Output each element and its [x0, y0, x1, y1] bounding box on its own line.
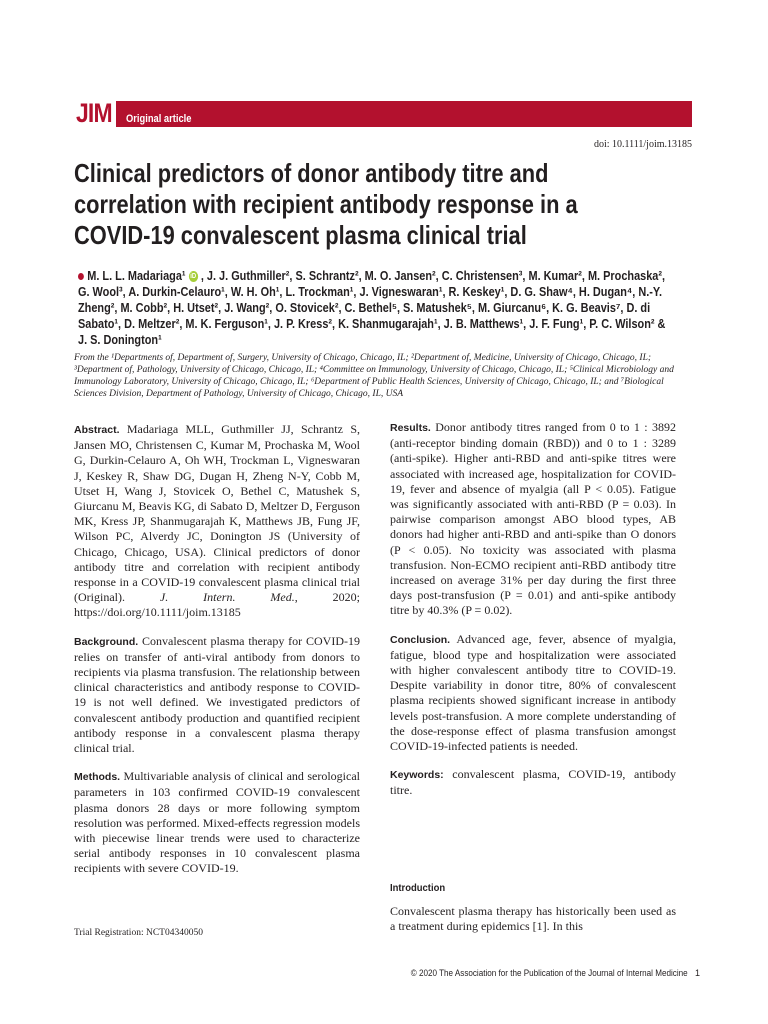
- results-paragraph: [390, 420, 676, 619]
- journal-logo: JIM: [76, 98, 112, 128]
- background-paragraph: [74, 634, 360, 757]
- results-head: Results.: [390, 422, 431, 434]
- keywords-text: convalescent plasma, COVID-19, antibody titre.: [390, 767, 676, 798]
- abstract-head: Abstract.: [74, 424, 120, 436]
- conclusion-paragraph: [390, 632, 676, 755]
- methods-head: Methods.: [74, 771, 121, 784]
- doi[interactable]: doi: 10.1111/joim.13185: [593, 139, 692, 150]
- keywords-head: Keywords:: [390, 769, 444, 782]
- keywords-paragraph: [390, 767, 676, 798]
- orcid-icon[interactable]: iD: [190, 273, 197, 281]
- introduction-head: Introduction: [390, 882, 446, 894]
- abstract-text: Madariaga MLL, Guthmiller JJ, Schrantz S, Jansen MO, Christensen C, Kumar M, Prochaska M, Wool G, Durkin-Celauro A, Oh WH, Trockman L, Vigneswaran J, Keskey R, Shaw DG, Dugan H, Zheng N-Y, Cobb M, Utset H, Wang J, Stovicek O, Bethel C, Matushek S, Giurcanu M, Beavis KG, di Sabato D, Meltzer D, Ferguson MK, Kress JP, Shanmugarajah K, Matthews JB, Fung JF, Wilson PC, Alverdy JC, Donington JS (University of Chicago, Chicago, USA). Clinical predictors of donor antibody titre and correlation with recipient antibody response in a COVID-19 convalescent plasma clinical trial (Original).: [74, 422, 361, 605]
- abstract-doi[interactable]: , 2020; https://doi.org/10.1111/joim.13185: [74, 590, 360, 620]
- methods-text: Multivariable analysis of clinical and serological parameters in 103 confirmed COVID-19 convalescent plasma donors 28 days or more following symptom resolution was performed. Mixed-effects regression models with piecewise linear trends were used to characterize serial antibody responses in 10 convalescent plasma recipients with severe COVID-19.: [74, 769, 361, 876]
- abstract-journal: J. Intern. Med.: [159, 590, 295, 605]
- author-bullet-icon: [78, 273, 84, 280]
- paper-title: Clinical predictors of donor antibody titre and correlation with recipient antibody response in a COVID-19 convalescent plasma clinical trial: [74, 158, 578, 250]
- background-text: Convalescent plasma therapy for COVID-19 relies on transfer of anti-viral antibody from donors to recipients via plasma transfusion. The relationship between clinical characteristics and antibody response to COVID-19 is not well defined. We investigated predictors of convalescent antibody production and quantified recipient antibody response in a convalescent plasma therapy clinical trial.: [74, 633, 360, 756]
- methods-paragraph: [74, 769, 360, 876]
- trial-registration: Trial Registration: NCT04340050: [74, 928, 203, 938]
- conclusion-text: Advanced age, fever, absence of myalgia, fatigue, blood type and hospitalization were associated with higher convalescent antibody titre to COVID-19. Despite variability in donor titre, 80% of convalescent plasma recipients showed significant increase in antibody levels post-transfusion. A more complete understanding of the dose-response effect of plasma transfusion amongst COVID-19-infected patients is needed.: [390, 631, 676, 754]
- affiliations: From the ¹Departments of, Department of, Surgery, University of Chicago, Chicago, IL; ²Department of, Medicine, University of Chicago, Chicago, IL; ³Department of, Pathology, University of Chicago, Chicago, IL; ⁴Committee on Immunology, University of Chicago, Chicago, IL; ⁵Clinical Microbiology and Immunology Laboratory, University of Chicago, Chicago, IL; ⁶Department of Public Health Sciences, University of Chicago, Chicago, IL; and ⁷Biological Sciences Division, Department of Pathology, University of Chicago, Chicago, IL, USA: [74, 353, 674, 399]
- section-label: Original article: [126, 113, 192, 125]
- authors-text: M. L. L. Madariaga¹ iD , J. J. Guthmiller², S. Schrantz², M. O. Jansen², C. Christensen³, M. Kumar², M. Prochaska², G. Wool³, A. Durkin-Celauro¹, W. H. Oh¹, L. Trockman¹, J. Vigneswaran¹, R. Keskey¹, D. G. Shaw⁴, H. Dugan⁴, N.-Y. Zheng², M. Cobb², H. Utset², J. Wang², O. Stovicek², C. Bethel⁵, S. Matushek⁵, M. Giurcanu⁶, K. G. Beavis⁷, D. di Sabato¹, D. Meltzer², M. K. Ferguson¹, J. P. Kress², K. Shanmugarajah¹, J. B. Matthews¹, J. F. Fung¹, P. C. Wilson² & J. S. Donington¹: [78, 268, 666, 347]
- introduction-text: Convalescent plasma therapy has historically been used as a treatment during epidemics [1]. In this: [390, 904, 676, 934]
- right-column: [390, 420, 676, 812]
- abstract-paragraph: [74, 422, 360, 621]
- header-bar: [116, 101, 692, 127]
- footer-copyright: © 2020 The Association for the Publication of the Journal of Internal Medicine: [411, 968, 688, 978]
- results-text: Donor antibody titres ranged from 0 to 1 : 3892 (anti-receptor binding domain (RBD)) and 0 to 1 : 3289 (anti-spike). Higher anti-RBD and anti-spike titres were associated with increased age, hospitalization for COVID-19, fever and absence of myalgia (all P < 0.05). Fatigue was significantly associated with anti-RBD (P = 0.03). In pairwise comparison amongst ABO blood types, AB donors had higher anti-RBD and anti-spike than O donors (P < 0.05). No toxicity was associated with plasma transfusion. Non-ECMO recipient anti-RBD antibody titre increased on average 31% per day during the first three days post-transfusion (P = 0.01) and anti-spike antibody titre by 40.3% (P = 0.02).: [390, 420, 677, 618]
- page-number: 1: [694, 968, 700, 978]
- author-list: [78, 268, 666, 348]
- left-column: [74, 422, 360, 890]
- conclusion-head: Conclusion.: [390, 633, 451, 646]
- background-head: Background.: [74, 635, 139, 648]
